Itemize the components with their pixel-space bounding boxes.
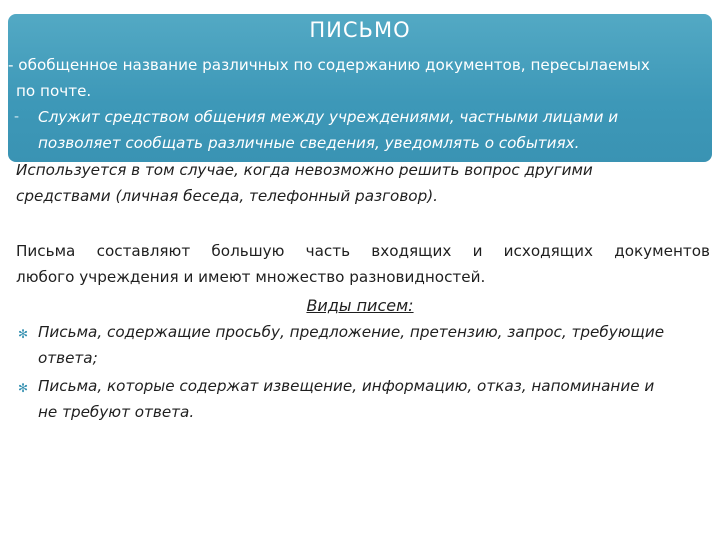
asterisk-bullet-icon: ✻: [18, 327, 29, 341]
dash-bullet-icon: -: [14, 109, 20, 125]
intro-line-2: по почте.: [16, 82, 92, 100]
asterisk-bullet-icon: ✻: [18, 381, 29, 395]
intro-line-1: - обобщенное название различных по содержанию документов, пересылаемых: [8, 56, 650, 74]
purpose-line-2: позволяет сообщать различные сведения, уведомлять о событиях.: [38, 134, 580, 152]
type-1-line-2: ответа;: [38, 349, 98, 367]
type-2-line-1: Письма, которые содержат извещение, информацию, отказ, напоминание и: [38, 377, 655, 395]
types-heading: [0, 296, 720, 315]
page-title: ПИСЬМО: [309, 18, 411, 42]
types-heading-text: Виды писем:: [306, 296, 414, 315]
usage-line-2: средствами (личная беседа, телефонный разговор).: [16, 187, 438, 205]
usage-line-1: Используется в том случае, когда невозможно решить вопрос другими: [16, 161, 593, 179]
share-line-1: Письма составляют большую часть входящих и исходящих документов: [16, 242, 710, 260]
type-2-line-2: не требуют ответа.: [38, 403, 195, 421]
share-line-2: любого учреждения и имеют множество разновидностей.: [16, 268, 486, 286]
type-1-line-1: Письма, содержащие просьбу, предложение, претензию, запрос, требующие: [38, 323, 665, 341]
purpose-line-1: Служит средством общения между учреждениями, частными лицами и: [38, 108, 619, 126]
